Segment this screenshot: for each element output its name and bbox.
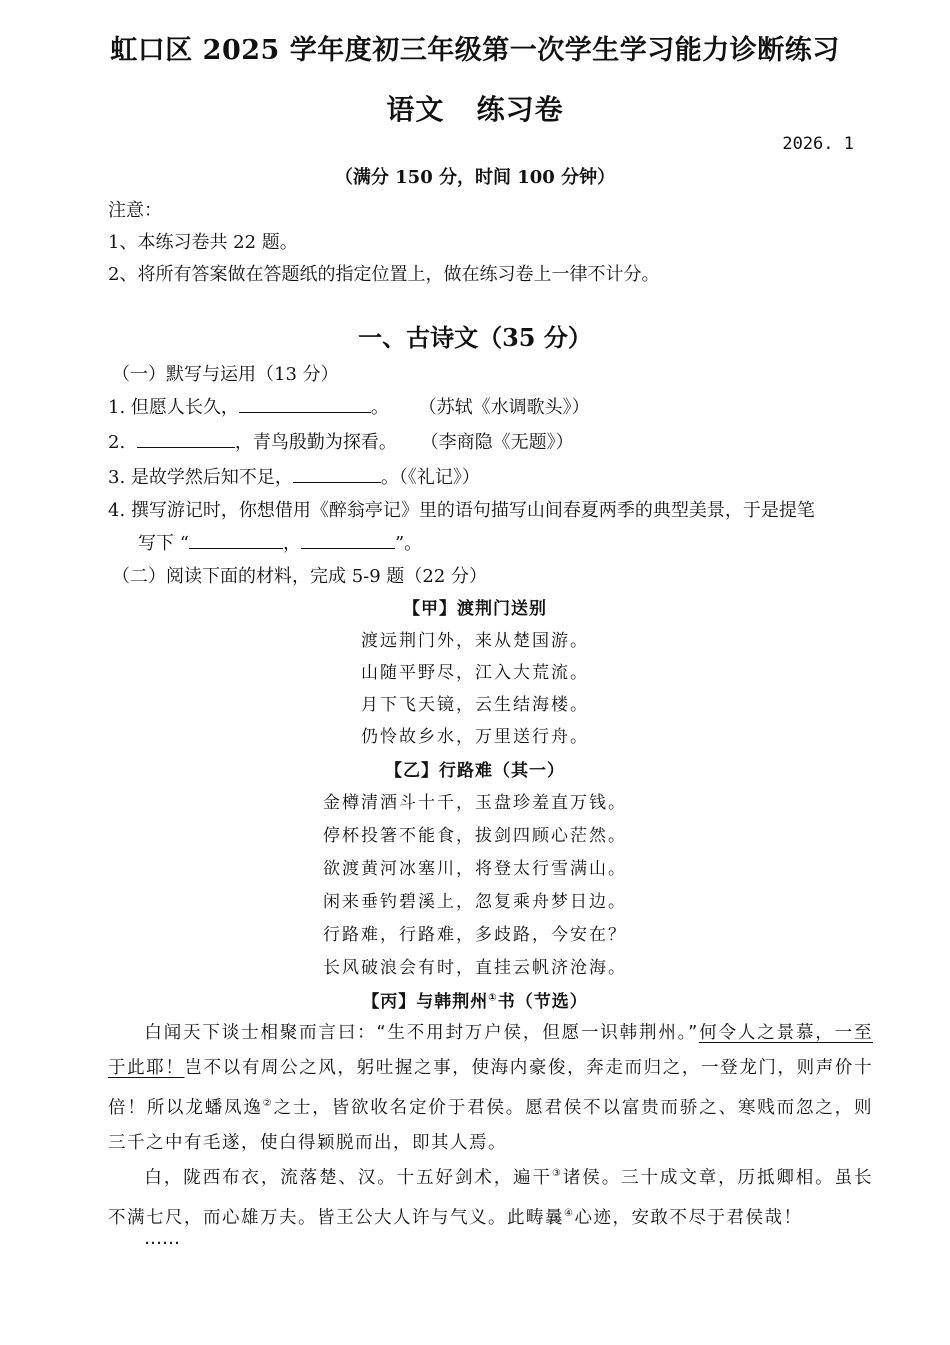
exam-title: 虹口区 2025 学年度初三年级第一次学生学习能力诊断练习: [110, 35, 840, 66]
poem-yi-line: 长风破浪会有时，直挂云帆济沧海。: [323, 958, 627, 978]
q3-text: 是故学然后知不足，: [130, 467, 293, 488]
score-time-info: （满分 150 分，时间 100 分钟）: [334, 167, 616, 188]
q4-blank-1[interactable]: [189, 534, 283, 549]
q3-num: 3.: [108, 467, 126, 488]
prose-paragraph-2: [108, 1156, 873, 1236]
poem-yi-line: 欲渡黄河冰塞川，将登太行雪满山。: [323, 859, 627, 879]
p2-text-b: 诸侯。三十成文章，历抵卿相。虽长不满七尺，而心雄万夫。皆王公大人许与气义。此畴曩: [108, 1167, 874, 1228]
poem-jia-line: 山随平野尽，江入大荒流。: [361, 663, 589, 683]
poem-jia-line: 月下飞天镜，云生结海楼。: [361, 695, 589, 715]
p2-text-c: 心迹，安敢不尽于君侯哉！: [574, 1207, 803, 1228]
q3-end: 。（《礼记》）: [380, 467, 480, 488]
bing-title-text: 【丙】与韩荆州: [362, 992, 489, 1012]
p1-underlined: 何令人之景慕，一至于此耶！: [108, 1023, 873, 1078]
q2-text: ，青鸟殷勤为探看。: [234, 432, 397, 453]
q4-comma: ，: [282, 533, 301, 554]
q4-close: ”。: [394, 533, 423, 554]
exam-subtitle: 语文 练习卷: [386, 93, 564, 126]
p2-text-a: 白，陇西布衣，流落楚、汉。十五好剑术，遍干: [144, 1167, 552, 1188]
notice-item-1: 1、本练习卷共 22 题。: [108, 232, 298, 253]
footnote-mark-2: ②: [262, 1098, 274, 1109]
poem-jia-title: 【甲】渡荆门送别: [403, 599, 547, 619]
bing-title-suffix: 书（节选）: [497, 992, 588, 1012]
q1-num: 1.: [108, 397, 126, 418]
part1-heading: （一）默写与运用（13 分）: [112, 364, 339, 385]
poem-yi-line: 金樽清酒斗十千，玉盘珍羞直万钱。: [323, 793, 627, 813]
q4-open: 写下 “: [138, 533, 189, 554]
p1-text-a: 白闻天下谈士相聚而言曰：“生不用封万户侯，但愿一识韩荆州。”: [144, 1023, 699, 1043]
question-3: [108, 463, 480, 489]
ellipsis: ……: [144, 1228, 180, 1249]
q2-source: （李商隐《无题》）: [420, 432, 574, 453]
poem-yi-title: 【乙】行路难（其一）: [385, 761, 565, 781]
p1-text-c: 之士，皆欲收名定价于君侯。愿君侯不以富贵而骄之、寒贱而忽之，则三千之中有毛遂，使白得颖脱而出，即其人焉。: [108, 1097, 874, 1153]
q4-num: 4.: [108, 500, 126, 521]
footnote-mark-1: ①: [488, 992, 498, 1004]
q1-source: （苏轼《水调歌头》）: [418, 397, 590, 418]
notice-label: 注意：: [108, 200, 162, 221]
q1-blank[interactable]: [239, 398, 371, 413]
q3-blank[interactable]: [293, 468, 381, 483]
p1-text-b: 岂不以有周公之风，躬吐握之事，使海内豪俊，奔走而归之，一登龙门，则声价十倍！所以龙蟠凤逸: [108, 1058, 874, 1118]
poem-yi-line: 停杯投箸不能食，拔剑四顾心茫然。: [323, 826, 627, 846]
footnote-mark-4: ④: [564, 1207, 575, 1219]
prose-paragraph-1: [108, 1016, 873, 1161]
q1-end: 。: [370, 397, 389, 418]
q2-blank[interactable]: [137, 433, 235, 448]
poem-jia-line: 仍怜故乡水，万里送行舟。: [361, 727, 589, 747]
q4-text: 撰写游记时，你想借用《醉翁亭记》里的语句描写山间春夏两季的典型美景，于是提笔: [130, 500, 815, 521]
prose-bing-title: [0, 987, 950, 1012]
question-2: [108, 428, 574, 454]
question-4-line2: [138, 529, 422, 555]
part2-heading: （二）阅读下面的材料，完成 5-9 题（22 分）: [112, 566, 488, 587]
poem-yi-line: 闲来垂钓碧溪上，忽复乘舟梦日边。: [323, 892, 627, 912]
exam-date: 2026. 1: [782, 134, 854, 154]
q4-blank-2[interactable]: [301, 534, 395, 549]
footnote-mark-3: ③: [552, 1168, 563, 1179]
question-1: [108, 393, 590, 419]
q1-text: 但愿人长久，: [130, 397, 239, 418]
notice-item-2: 2、将所有答案做在答题纸的指定位置上，做在练习卷上一律不计分。: [108, 264, 660, 285]
question-4: [108, 496, 815, 522]
section-title: 一、古诗文（35 分）: [358, 323, 592, 352]
poem-yi-line: 行路难，行路难，多歧路，今安在？: [323, 925, 627, 945]
q2-num: 2.: [108, 432, 126, 453]
poem-jia-line: 渡远荆门外，来从楚国游。: [361, 631, 589, 651]
